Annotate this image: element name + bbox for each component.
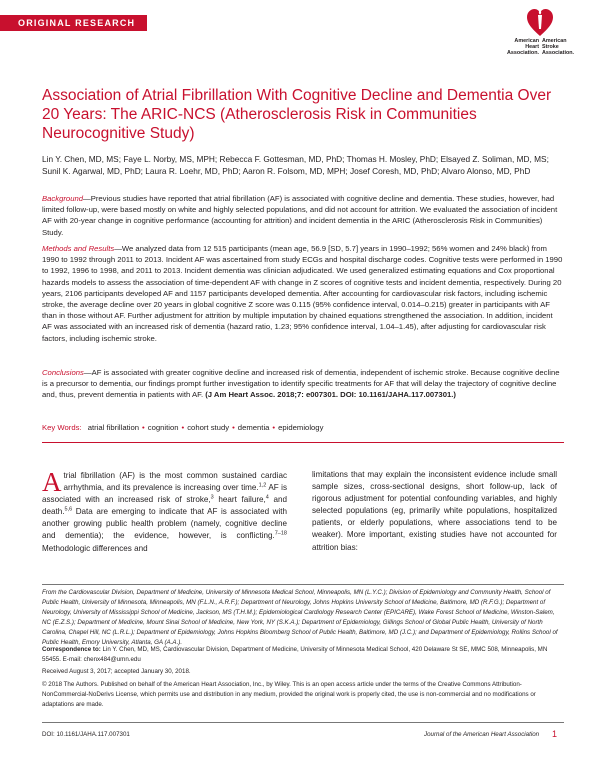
article-title: Association of Atrial Fibrillation With Cognitive Decline and Dementia Over 20 Years: The ARIC-NCS (Atherosclerosis Risk in Communities Neurocognitive Study) <box>42 87 552 142</box>
abstract-background <box>42 193 564 238</box>
section-divider <box>42 442 564 443</box>
footer-divider <box>42 722 564 723</box>
bullet-separator: • <box>232 423 235 432</box>
bullet-separator: • <box>142 423 145 432</box>
background-label: Background <box>42 194 84 203</box>
affiliations-footnote: From the Cardiovascular Division, Department of Medicine, University of Minnesota Medical School, Minneapolis, MN (L.Y.C.); Division of Epidemiology and Community Health, School of Public Health, University of Minnesota, Minneapolis, MN (F.L.N., A.R.F.); Department of Neurology, Johns Hopkins University School of Medicine, Baltimore, MD (R.F.G.); Department of Neurology, University of Mississippi School of Medicine, Jackson, MS (T.H.M.); Epidemiological Cardiology Research Center (EPICARE), Wake Forest School of Medicine, Winston-Salem, NC (E.Z.S.); Department of Medicine, Mount Sinai School of Medicine, New York, NY (S.K.A.); Department of Epidemiology, Gillings School of Global Public Health, University of North Carolina, Chapel Hill, NC (L.R.L.); Department of Epidemiology, Johns Hopkins Bloomberg School of Public Health, Baltimore, MD (J.C.); and Department of Epidemiology, Rollins School of Public Health, Emory University, Atlanta, GA (A.A.). <box>42 589 558 646</box>
asa-wordmark: American Stroke Association. <box>542 38 575 56</box>
correspondence <box>42 645 564 665</box>
section-tag: ORIGINAL RESEARCH <box>0 15 147 31</box>
keyword[interactable]: cognition <box>147 423 179 432</box>
correspondence-text: Lin Y. Chen, MD, MS, Cardiovascular Division, Department of Medicine, University of Minnesota Medical School, 420 Delaware St SE, MMC 508, Minneapolis, MN 55455. E-mail: chenx484@umn.edu <box>42 646 548 663</box>
abstract-methods <box>42 243 564 344</box>
correspondence-label: Correspondence to: <box>42 646 101 653</box>
bullet-separator: • <box>272 423 276 432</box>
drop-cap: A <box>42 467 62 497</box>
body-column-right: limitations that may explain the inconsistent evidence include small sample sizes, cross-sectional designs, short follow-up, lack of rigorous adjustment for potential confounding variables, and highly selected populations (eg, primarily white populations, hospitalized patients, or elderly populations, where associations tend to be weaker). More important, existing studies have not accounted for attrition bias: <box>312 470 557 552</box>
footnote-divider <box>42 584 564 585</box>
keyword[interactable]: atrial fibrillation <box>87 423 140 432</box>
keywords <box>42 422 564 433</box>
footer-doi[interactable]: DOI: 10.1161/JAHA.117.007301 <box>42 731 130 738</box>
abstract-conclusions <box>42 367 564 401</box>
conclusions-label: Conclusions <box>42 368 84 377</box>
keyword[interactable]: epidemiology <box>278 423 324 432</box>
keyword[interactable]: cohort study <box>187 423 230 432</box>
methods-label: Methods and Results <box>42 244 115 253</box>
page-number: 1 <box>552 729 558 739</box>
body-text-left: trial fibrillation (AF) is the most common sustained cardiac arrhythmia, and its prevalence is increasing over time.$^{1,2}$ AF is associated with an increased risk of stroke,$^3$ heart failure,$^4$ and death.$^{5,6}$ Data are emerging to indicate that AF is associated with another growing public health problem (namely, cognitive decline and dementia); the evidence, however, is conflicting.$^{7-18}$ Methodologic differences and <box>42 471 287 553</box>
aha-wordmark: American Heart Association. <box>506 38 539 56</box>
copyright-notice: © 2018 The Authors. Published on behalf of the American Heart Association, Inc., by Wiley. This is an open access article under the terms of the Creative Commons Attribution-NonCommercial-NoDerivs License, which permits use and distribution in any medium, provided the original work is properly cited, the use is non-commercial and no modifications or adaptations are made. <box>42 681 536 708</box>
author-list: Lin Y. Chen, MD, MS; Faye L. Norby, MS, MPH; Rebecca F. Gottesman, MD, PhD; Thomas H. Mosley, PhD; Elsayed Z. Soliman, MD, MS; Sunil K. Agarwal, MD, PhD; Laura R. Loehr, MD, PhD; Aaron R. Folsom, MD, MPH; Josef Coresh, MD, PhD; Alvaro Alonso, MD, PhD <box>42 154 549 176</box>
methods-text: —We analyzed data from 12 515 participants (mean age, 56.9 [SD, 5.7] years in 1990–1992; 56% women and 24% black) from 1990 to 1992 through 2011 to 2013. Incident AF was ascertained from study ECGs and hospital discharge codes. Cognitive tests were performed in 1990 to 1992, 1996 to 1998, and 2011 to 2013. Incident dementia was clinician adjudicated. We used generalized estimating equations and Cox proportional hazards models to assess the association of time-dependent AF with change in Z scores of cognitive tests and incident dementia, respectively. During 20 years, 2106 participants developed AF and 1157 participants developed dementia. After accounting for cardiovascular risk factors, including ischemic stroke, the average decline over 20 years in global cognitive Z score was 0.115 (95% confidence interval, 0.014–0.215) greater in participants with AF than in those without AF. Further adjustment for attrition by multiple imputation by chained equations strengthened the association. In addition, incident AF was associated with an increased risk of dementia (hazard ratio, 1.23; 95% confidence interval, 1.04–1.45), after adjusting for cardiovascular risk factors, including ischemic stroke. <box>42 244 563 343</box>
keyword[interactable]: dementia <box>237 423 270 432</box>
footer-journal: Journal of the American Heart Association <box>424 731 540 738</box>
background-text: —Previous studies have reported that atrial fibrillation (AF) is associated with cognitive decline and dementia. These studies, however, had limited follow-up, were based mostly on white and highly selected populations, and did not account for attrition. We evaluated the association of incident AF with 20-year change in cognitive performance (accounting for attrition) and incident dementia in the ARIC (Atherosclerosis Risk in Communities) Study. <box>42 194 558 237</box>
heart-torch-icon <box>527 9 553 37</box>
aha-asa-logo <box>496 8 586 58</box>
bullet-separator: • <box>181 423 185 432</box>
conclusions-text: —AF is associated with greater cognitive decline and increased risk of dementia, independent of ischemic stroke. Because cognitive decline is a precursor to dementia, our findings prompt further investigation to identify specific treatments for AF that will delay the trajectory of cognitive decline and, thus, prevent dementia in patients with AF. <box>42 368 560 400</box>
received-dates: Received August 3, 2017; accepted January 30, 2018. <box>42 668 191 675</box>
body-column-left <box>42 467 287 555</box>
keywords-label: Key Words: <box>42 423 82 432</box>
citation: (J Am Heart Assoc. 2018;7: e007301. DOI: 10.1161/JAHA.117.007301.) <box>205 390 456 400</box>
